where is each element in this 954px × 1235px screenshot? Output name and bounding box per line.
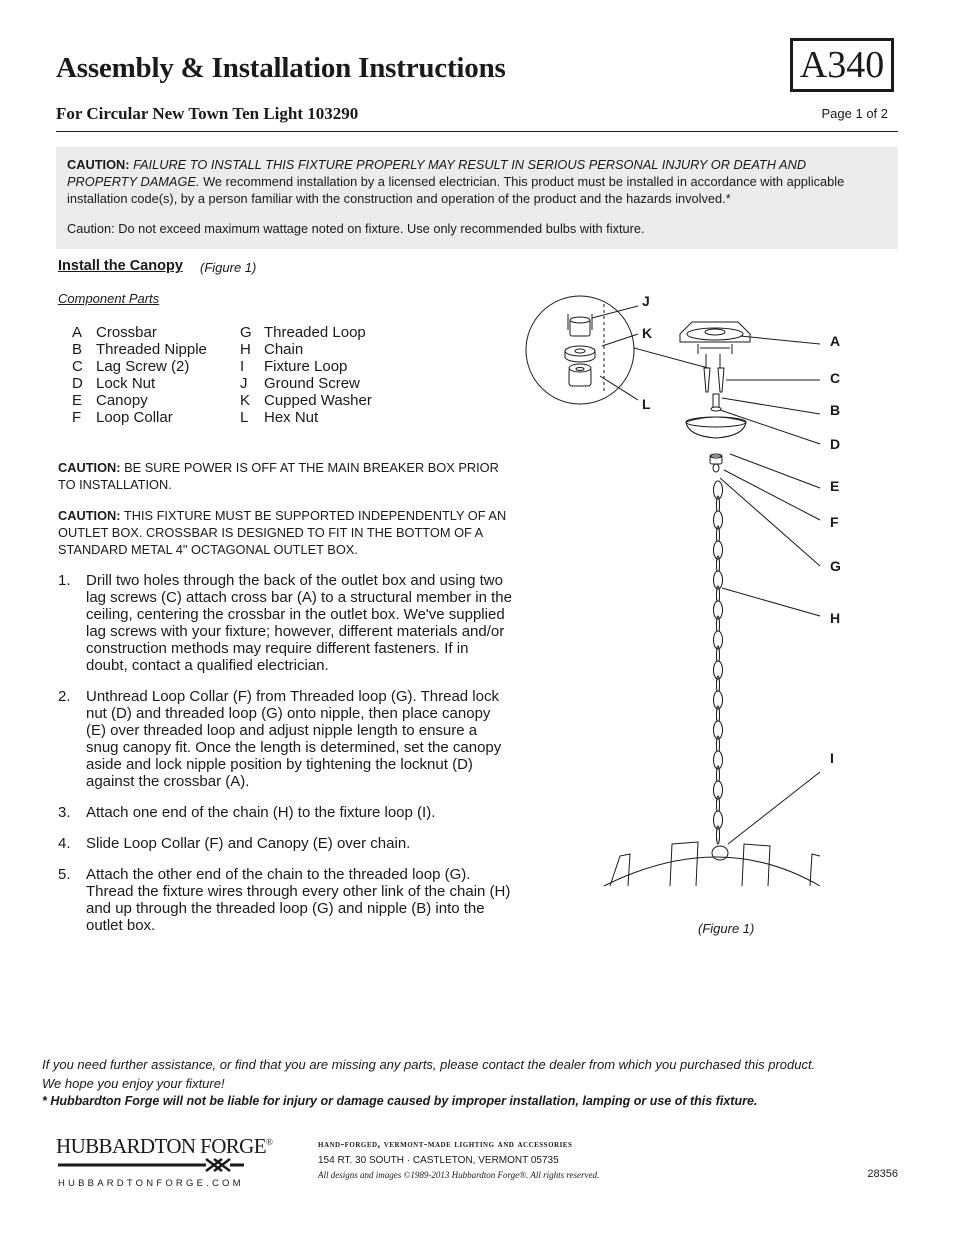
instruction-step	[58, 688, 513, 790]
caution-warning-italic: FAILURE TO INSTALL THIS FIXTURE PROPERLY MAY RESULT IN SERIOUS PERSONAL INJURY OR DEATH AND PROPERTY DAMAGE.	[67, 157, 807, 189]
caution-support	[58, 507, 518, 558]
label-C: C	[830, 370, 841, 386]
part-item	[72, 341, 207, 358]
part-key: G	[240, 324, 252, 341]
part-key: F	[72, 409, 82, 426]
part-item	[240, 392, 372, 409]
part-name: Threaded Loop	[264, 324, 366, 341]
help-text	[42, 1055, 922, 1093]
caution-label: CAUTION:	[67, 157, 130, 172]
help-line-2: We hope you enjoy your fixture!	[42, 1076, 225, 1091]
label-G: G	[830, 558, 841, 574]
part-name: Threaded Nipple	[96, 341, 207, 358]
chain-part	[714, 481, 723, 844]
part-name: Lag Screw (2)	[96, 358, 190, 375]
leader-F	[724, 470, 820, 520]
leader-G	[720, 478, 820, 566]
leader-I	[728, 772, 820, 844]
copyright: All designs and images ©1989-2013 Hubbardton Forge®. All rights reserved.	[318, 1170, 600, 1180]
threaded-loop-part	[713, 464, 719, 472]
caution-support-label: CAUTION:	[58, 508, 121, 523]
logo-url: HUBBARDTONFORGE.COM	[58, 1178, 244, 1189]
part-item	[72, 392, 207, 409]
page-subtitle: For Circular New Town Ten Light 103290	[56, 104, 359, 123]
parts-list-left	[72, 324, 207, 426]
leader-A	[740, 336, 820, 344]
assembly-figure	[520, 288, 860, 888]
part-name: Chain	[264, 341, 304, 358]
part-key: I	[240, 358, 245, 375]
part-name: Ground Screw	[264, 375, 360, 392]
address: 154 RT. 30 SOUTH · CASTLETON, VERMONT 05735	[318, 1155, 559, 1166]
lock-nut-part	[711, 407, 721, 411]
caution-support-text: THIS FIXTURE MUST BE SUPPORTED INDEPENDENTLY OF AN OUTLET BOX. CROSSBAR IS DESIGNED TO FIT IN THE BOTTOM OF A STANDARD METAL 4" OCTAGONAL OUTLET BOX.	[58, 508, 507, 557]
part-name: Crossbar	[96, 324, 157, 341]
step-text: Attach the other end of the chain to the threaded loop (G). Thread the fixture wires through every other link of the chain (H) and up through the threaded loop (G) and nipple (B) into the outlet box.	[86, 866, 511, 934]
label-K: K	[642, 325, 653, 341]
caution-power-label: CAUTION:	[58, 460, 121, 475]
step-text: Slide Loop Collar (F) and Canopy (E) over chain.	[86, 835, 411, 852]
part-name: Fixture Loop	[264, 358, 348, 375]
part-key: E	[72, 392, 83, 409]
fixture-loop-part	[712, 846, 728, 860]
caution-power	[58, 459, 518, 493]
label-J: J	[642, 293, 650, 309]
figure-caption: (Figure 1)	[698, 921, 755, 936]
part-key: L	[240, 409, 249, 426]
cupped-washer-part	[565, 346, 595, 356]
leader-E	[730, 454, 820, 488]
label-B: B	[830, 402, 841, 418]
instruction-steps	[58, 572, 513, 948]
part-item	[240, 375, 372, 392]
page-title: Assembly & Installation Instructions	[56, 52, 506, 84]
caution-warning	[67, 156, 877, 207]
part-key: H	[240, 341, 251, 358]
part-key: A	[72, 324, 83, 341]
step-number: 5.	[58, 866, 71, 883]
part-key: K	[240, 392, 251, 409]
instruction-step	[58, 866, 513, 934]
label-D: D	[830, 436, 841, 452]
tagline: hand-forged, vermont-made lighting and accessories	[318, 1139, 573, 1150]
fixture-ring	[604, 857, 820, 886]
part-key: C	[72, 358, 83, 375]
brand-logo	[56, 1134, 272, 1159]
caution-box	[56, 147, 898, 249]
section-title: Install the Canopy	[58, 258, 183, 274]
parts-list-right	[240, 324, 372, 426]
step-number: 1.	[58, 572, 71, 589]
step-number: 3.	[58, 804, 71, 821]
part-name: Cupped Washer	[264, 392, 372, 409]
label-H: H	[830, 610, 841, 626]
leader-H	[722, 588, 820, 616]
logo-name: HUBBARDTON FORGE	[56, 1134, 266, 1158]
part-name: Canopy	[96, 392, 148, 409]
nipple-part	[713, 394, 719, 408]
caution-warning-text: We recommend installation by a licensed electrician. This product must be installed in accordance with applicable installation code(s), by a person familiar with the construction and operation of the product and the hazards involved.*	[67, 174, 845, 206]
part-item	[240, 324, 372, 341]
label-A: A	[830, 333, 841, 349]
instruction-step	[58, 804, 513, 821]
leader-B	[722, 398, 820, 414]
liability-note: * Hubbardton Forge will not be liable for injury or damage caused by improper installation, lamping or use of this fixture.	[42, 1094, 758, 1108]
part-name: Loop Collar	[96, 409, 173, 426]
part-name: Lock Nut	[96, 375, 156, 392]
wattage-note: Caution: Do not exceed maximum wattage noted on fixture. Use only recommended bulbs with fixture.	[67, 221, 645, 236]
part-item	[72, 375, 207, 392]
components-heading: Component Parts	[58, 291, 160, 306]
lag-screw-part	[704, 368, 710, 392]
figure-reference: (Figure 1)	[200, 260, 257, 275]
label-I: I	[830, 750, 834, 766]
step-number: 4.	[58, 835, 71, 852]
label-L: L	[642, 396, 651, 412]
part-name: Hex Nut	[264, 409, 319, 426]
part-item	[72, 324, 207, 341]
part-item	[240, 409, 372, 426]
label-F: F	[830, 514, 839, 530]
label-E: E	[830, 478, 840, 494]
part-key: D	[72, 375, 83, 392]
detail-leaders	[592, 306, 638, 400]
logo-reg: ®	[265, 1137, 273, 1147]
step-text: Attach one end of the chain (H) to the fixture loop (I).	[86, 804, 436, 821]
part-item	[72, 358, 207, 375]
help-line-1: If you need further assistance, or find that you are missing any parts, please contact the dealer from which you purchased this product.	[42, 1057, 816, 1072]
step-number: 2.	[58, 688, 71, 705]
part-item	[72, 409, 207, 426]
instruction-step	[58, 835, 513, 852]
header-divider	[56, 131, 898, 132]
caution-power-text: BE SURE POWER IS OFF AT THE MAIN BREAKER BOX PRIOR TO INSTALLATION.	[58, 460, 499, 492]
part-key: B	[72, 341, 83, 358]
part-key: J	[240, 375, 248, 392]
part-item	[240, 358, 372, 375]
logo-forge-mark-icon	[56, 1157, 246, 1173]
page-number: Page 1 of 2	[821, 106, 888, 121]
part-item	[240, 341, 372, 358]
step-text: Unthread Loop Collar (F) from Threaded loop (G). Thread lock nut (D) and threaded loop (G) onto nipple, then place canopy (E) over threaded loop and adjust nipple length to ensure a snug canopy fit. Once the length is determined, set the canopy aside and lock nipple position by tightening the locknut (D) against the crossbar (A).	[86, 688, 502, 790]
document-number: 28356	[867, 1168, 898, 1180]
step-text: Drill two holes through the back of the outlet box and using two lag screws (C) attach cross bar (A) to a structural member in the ceiling, centering the crossbar in the outlet box. We've supplied lag screws with your fixture; however, different materials and/or construction methods may require different fasteners. If in doubt, contact a qualified electrician.	[86, 572, 512, 674]
instruction-step	[58, 572, 513, 674]
document-code-badge: A340	[790, 38, 894, 92]
